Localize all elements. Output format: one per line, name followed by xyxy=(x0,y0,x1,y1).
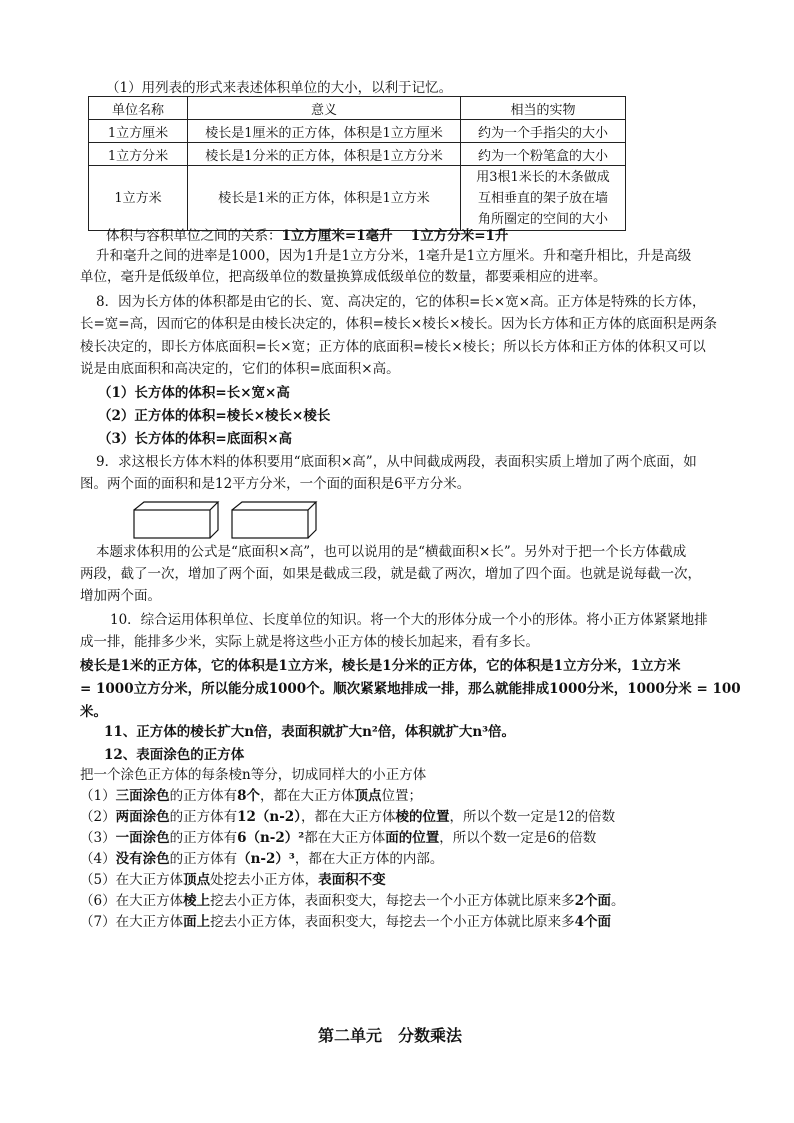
list-item-text: ，所以个数一定是12的倍数 xyxy=(449,809,616,825)
cuboid-piece-right xyxy=(232,502,316,538)
paragraph-line-bold: 米。 xyxy=(80,704,107,720)
paragraph-line: 单位，毫升是低级单位，把高级单位的数量换算成低级单位的数量，都要乘相应的进率。 xyxy=(80,269,607,285)
cuboid-piece-left xyxy=(134,502,218,538)
paragraph-line: 两段，截了一次，增加了两个面，如果是截成三段，就是截了两次，增加了四个面。也就是说每截一次， xyxy=(80,566,701,582)
list-item-text: （5）在大正方体 xyxy=(80,872,184,888)
table-cell: 棱长是1厘米的正方体，体积是1立方厘米 xyxy=(188,120,461,143)
relation-prefix: 体积与容积单位之间的关系： xyxy=(106,228,282,244)
list-item-text: 位置； xyxy=(381,788,422,804)
list-item-text: ，所以个数一定是6的倍数 xyxy=(439,830,597,846)
list-item xyxy=(80,807,615,827)
table-cell: 1立方厘米 xyxy=(89,120,188,143)
list-item-text: 的正方体有 xyxy=(169,851,238,867)
table-header: 相当的实物 xyxy=(461,97,626,120)
formula-line: （2）正方体的体积=棱长×棱长×棱长 xyxy=(98,408,331,424)
list-item-bold-text: 6（n-2）² xyxy=(237,830,305,846)
list-item-bold-text: 面的位置 xyxy=(385,830,440,846)
list-item xyxy=(80,870,386,890)
list-item-text: 挖去小正方体，表面积变大，每挖去一个小正方体就比原来多 xyxy=(210,893,575,909)
paragraph-line: 增加两个面。 xyxy=(80,588,161,604)
table-row xyxy=(89,120,626,143)
formula-line: （1）长方体的体积=长×宽×高 xyxy=(98,385,290,401)
two-cuboid-pieces-figure xyxy=(132,500,332,542)
table-cell: 约为一个粉笔盒的大小 xyxy=(461,143,626,166)
paragraph-line: 升和毫升之间的进率是1000，因为1升是1立方分米，1毫升是1立方厘米。升和毫升相比，升是高级 xyxy=(96,248,692,264)
list-item-bold-text: 两面涂色 xyxy=(115,809,170,825)
paragraph-line-bold: = 1000立方分米，所以能分成1000个。顺次紧紧地排成一排，那么就能排成1000分米，1000分米 = 100 xyxy=(80,681,741,697)
list-item-text: ，都在大正方体 xyxy=(300,809,396,825)
list-item-text: 处挖去小正方体， xyxy=(210,872,319,888)
list-item xyxy=(80,891,625,911)
list-item-text: （7）在大正方体 xyxy=(80,914,184,930)
cell-line: 互相垂直的架子放在墙 xyxy=(477,190,608,206)
table-row xyxy=(89,166,626,231)
list-item-text: （4） xyxy=(80,851,116,867)
paragraph-line: 图。两个面的面积和是12平方分米，一个面的面积是6平方分米。 xyxy=(80,476,471,492)
list-item-text: （2） xyxy=(80,809,116,825)
list-item-text: 挖去小正方体，表面积变大，每挖去一个小正方体就比原来多 xyxy=(210,914,575,930)
list-item xyxy=(80,786,422,806)
list-item-text: （3） xyxy=(80,830,116,846)
list-item-text: 的正方体有 xyxy=(169,788,238,804)
paragraph-line: 说是由底面积和高决定的，它们的体积=底面积×高。 xyxy=(80,361,400,377)
list-item xyxy=(80,912,611,932)
paragraph-line: 成一排，能排多少米，实际上就是将这些小正方体的棱长加起来，看有多长。 xyxy=(80,634,539,650)
table-row xyxy=(89,143,626,166)
list-item xyxy=(80,849,443,869)
paragraph-line: 10．综合运用体积单位、长度单位的知识。将一个大的形体分成一个小的形体。将小正方体紧紧地排 xyxy=(110,612,708,628)
list-item-text: （1） xyxy=(80,788,116,804)
list-item-bold-text: 棱上 xyxy=(183,893,211,909)
section-12-intro: 把一个涂色正方体的每条棱n等分，切成同样大的小正方体 xyxy=(80,767,427,783)
list-item-bold-text: 8个 xyxy=(237,788,260,804)
paragraph-line: 9．求这根长方体木料的体积要用“底面积×高”，从中间截成两段，表面积实质上增加了两个底面，如 xyxy=(96,454,697,470)
relation-line xyxy=(106,226,508,246)
cell-line: 用3根1米长的木条做成 xyxy=(476,169,610,185)
list-item-bold-text: 2个面 xyxy=(574,893,611,909)
volume-units-table xyxy=(88,96,626,231)
list-item-text: 都在大正方体 xyxy=(304,830,386,846)
paragraph-line: 棱长决定的，即长方体底面积=长×宽；正方体的底面积=棱长×棱长；所以长方体和正方体的体积又可以 xyxy=(80,339,706,355)
list-item-text: 。 xyxy=(611,893,625,909)
table-header-row xyxy=(89,97,626,120)
list-item-bold-text: 没有涂色 xyxy=(115,851,170,867)
table-cell: 棱长是1分米的正方体，体积是1立方分米 xyxy=(188,143,461,166)
list-item-bold-text: 12（n-2） xyxy=(237,809,301,825)
table-cell-multiline xyxy=(461,166,626,231)
table-cell: 约为一个手指尖的大小 xyxy=(461,120,626,143)
list-item-bold-text: 表面积不变 xyxy=(318,872,386,888)
table-header: 意义 xyxy=(188,97,461,120)
section-12-title: 12、表面涂色的正方体 xyxy=(104,747,245,763)
paragraph-line: 本题求体积用的公式是“底面积×高”，也可以说用的是“横截面积×长”。另外对于把一个长方体截成 xyxy=(96,544,687,560)
list-item xyxy=(80,828,596,848)
table-cell: 1立方米 xyxy=(89,166,188,231)
list-item-bold-text: 顶点 xyxy=(183,872,211,888)
list-item-text: ，都在大正方体 xyxy=(260,788,355,804)
section-11: 11、正方体的棱长扩大n倍，表面积就扩大n²倍，体积就扩大n³倍。 xyxy=(104,724,516,740)
list-item-bold-text: （n-2）³ xyxy=(237,851,295,867)
cell-line: 角所圈定的空间的大小 xyxy=(477,211,608,227)
formula-line: （3）长方体的体积=底面积×高 xyxy=(98,431,293,447)
list-item-bold-text: 三面涂色 xyxy=(115,788,170,804)
list-item-bold-text: 一面涂色 xyxy=(115,830,170,846)
list-item-text: 的正方体有 xyxy=(169,830,238,846)
list-item-bold-text: 面上 xyxy=(183,914,211,930)
paragraph-line-bold: 棱长是1米的正方体，它的体积是1立方米，棱长是1分米的正方体，它的体积是1立方分米，1立方米 xyxy=(80,658,681,674)
list-item-bold-text: 棱的位置 xyxy=(395,809,450,825)
unit-heading: 第二单元 分数乘法 xyxy=(318,1026,463,1045)
table-cell: 1立方分米 xyxy=(89,143,188,166)
list-item-bold-text: 顶点 xyxy=(354,788,382,804)
table-cell: 棱长是1米的正方体，体积是1立方米 xyxy=(188,166,461,231)
list-item-text: 的正方体有 xyxy=(169,809,238,825)
list-item-text: ，都在大正方体的内部。 xyxy=(294,851,444,867)
list-item-bold-text: 4个面 xyxy=(574,914,611,930)
paragraph-line: 长=宽=高，因而它的体积是由棱长决定的，体积=棱长×棱长×棱长。因为长方体和正方体的底面积是两条 xyxy=(80,316,718,332)
list-item-text: （6）在大正方体 xyxy=(80,893,184,909)
paragraph-line: 8．因为长方体的体积都是由它的长、宽、高决定的，它的体积=长×宽×高。正方体是特殊的长方体， xyxy=(96,294,706,310)
relation-bold: 1立方厘米=1毫升 1立方分米=1升 xyxy=(281,228,509,244)
intro-line: （1）用列表的形式来表述体积单位的大小，以利于记忆。 xyxy=(106,80,453,96)
table-header: 单位名称 xyxy=(89,97,188,120)
